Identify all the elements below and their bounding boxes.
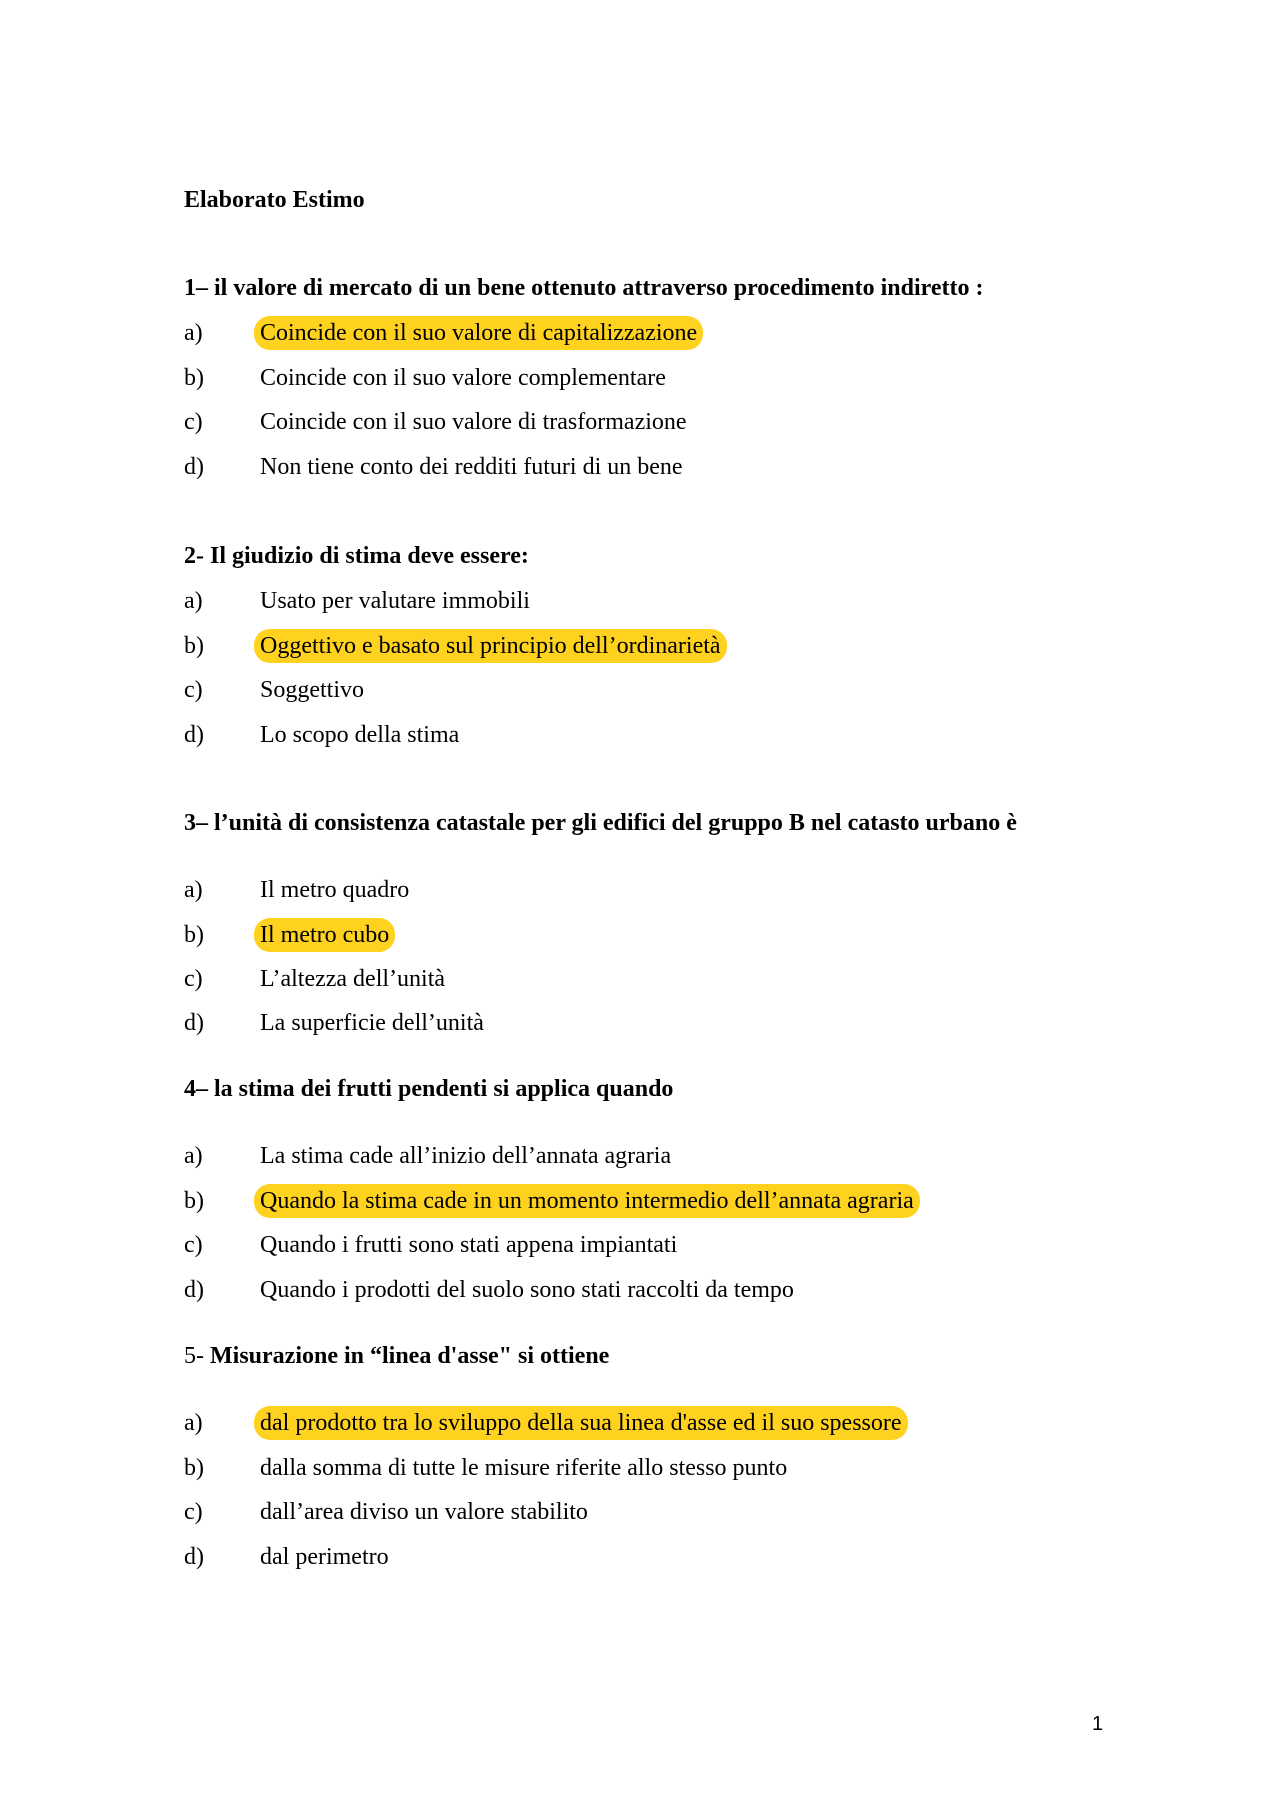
option-letter: c): [184, 966, 203, 992]
option-letter: b): [184, 922, 204, 948]
answer-option: [184, 1006, 490, 1040]
option-text: dal perimetro: [260, 1544, 389, 1570]
option-text-highlighted: Oggettivo e basato sul principio dell’ordinarietà: [254, 629, 727, 663]
question-3: [184, 807, 1017, 839]
option-text-highlighted: Quando la stima cade in un momento intermedio dell’annata agraria: [254, 1184, 920, 1218]
option-text: Quando i prodotti del suolo sono stati raccolti da tempo: [260, 1277, 794, 1303]
option-letter: b): [184, 1455, 204, 1481]
option-letter: a): [184, 1410, 203, 1436]
answer-option: [184, 1540, 395, 1574]
option-letter: c): [184, 677, 203, 703]
question-text: Misurazione in “linea d'asse" si ottiene: [210, 1343, 610, 1369]
option-text: L’altezza dell’unità: [260, 966, 446, 992]
answer-option: [184, 405, 693, 439]
option-letter: b): [184, 633, 204, 659]
question-text: la stima dei frutti pendenti si applica quando: [214, 1076, 674, 1102]
question-text: l’unità di consistenza catastale per gli edifici del gruppo B nel catasto urbano è: [214, 810, 1017, 836]
answer-option: [184, 1495, 594, 1529]
option-text-highlighted: dal prodotto tra lo sviluppo della sua linea d'asse ed il suo spessore: [254, 1406, 908, 1440]
option-text: Soggettivo: [260, 677, 365, 703]
option-letter: a): [184, 320, 203, 346]
answer-option: [184, 1273, 800, 1307]
option-text: dall’area diviso un valore stabilito: [260, 1499, 588, 1525]
option-text-highlighted: Il metro cubo: [254, 918, 395, 952]
answer-option: [184, 1228, 683, 1262]
answer-option: [184, 673, 370, 707]
option-text: Coincide con il suo valore di trasformazione: [260, 409, 687, 435]
option-text: Coincide con il suo valore complementare: [260, 365, 666, 391]
option-text: Lo scopo della stima: [260, 722, 460, 748]
option-letter: c): [184, 1499, 203, 1525]
option-letter: d): [184, 1544, 204, 1570]
answer-option: [184, 718, 465, 752]
question-number: 1–: [184, 275, 208, 301]
question-text: il valore di mercato di un bene ottenuto attraverso procedimento indiretto :: [214, 275, 984, 301]
answer-option: [184, 918, 395, 952]
question-2: [184, 540, 529, 572]
question-1: [184, 272, 983, 304]
question-text: Il giudizio di stima deve essere:: [210, 543, 529, 569]
option-letter: a): [184, 1143, 203, 1169]
option-text: Usato per valutare immobili: [260, 588, 530, 614]
answer-option: [184, 629, 727, 663]
option-letter: d): [184, 1277, 204, 1303]
option-text: dalla somma di tutte le misure riferite allo stesso punto: [260, 1455, 788, 1481]
question-number: 3–: [184, 810, 208, 836]
document-title: Elaborato Estimo: [184, 187, 365, 213]
answer-option: [184, 873, 415, 907]
question-number: 4–: [184, 1076, 208, 1102]
answer-option: [184, 450, 689, 484]
option-letter: a): [184, 588, 203, 614]
option-text: La stima cade all’inizio dell’annata agraria: [260, 1143, 672, 1169]
option-letter: b): [184, 1188, 204, 1214]
question-5: [184, 1340, 609, 1372]
option-letter: a): [184, 877, 203, 903]
option-text: Quando i frutti sono stati appena impiantati: [260, 1232, 678, 1258]
option-letter: d): [184, 454, 204, 480]
answer-option: [184, 1139, 677, 1173]
option-letter: b): [184, 365, 204, 391]
option-text: Non tiene conto dei redditi futuri di un bene: [260, 454, 683, 480]
option-text-highlighted: Coincide con il suo valore di capitalizzazione: [254, 316, 703, 350]
answer-option: [184, 1184, 920, 1218]
question-number: 2-: [184, 543, 204, 569]
answer-option: [184, 962, 451, 996]
option-letter: c): [184, 409, 203, 435]
answer-option: [184, 316, 703, 350]
answer-option: [184, 1451, 793, 1485]
option-text: La superficie dell’unità: [260, 1010, 484, 1036]
question-number: 5-: [184, 1343, 204, 1369]
option-letter: d): [184, 1010, 204, 1036]
option-letter: c): [184, 1232, 203, 1258]
question-4: [184, 1073, 673, 1105]
answer-option: [184, 361, 672, 395]
answer-option: [184, 584, 536, 618]
page-number: 1: [1092, 1713, 1104, 1735]
answer-option: [184, 1406, 908, 1440]
option-text: Il metro quadro: [260, 877, 410, 903]
option-letter: d): [184, 722, 204, 748]
